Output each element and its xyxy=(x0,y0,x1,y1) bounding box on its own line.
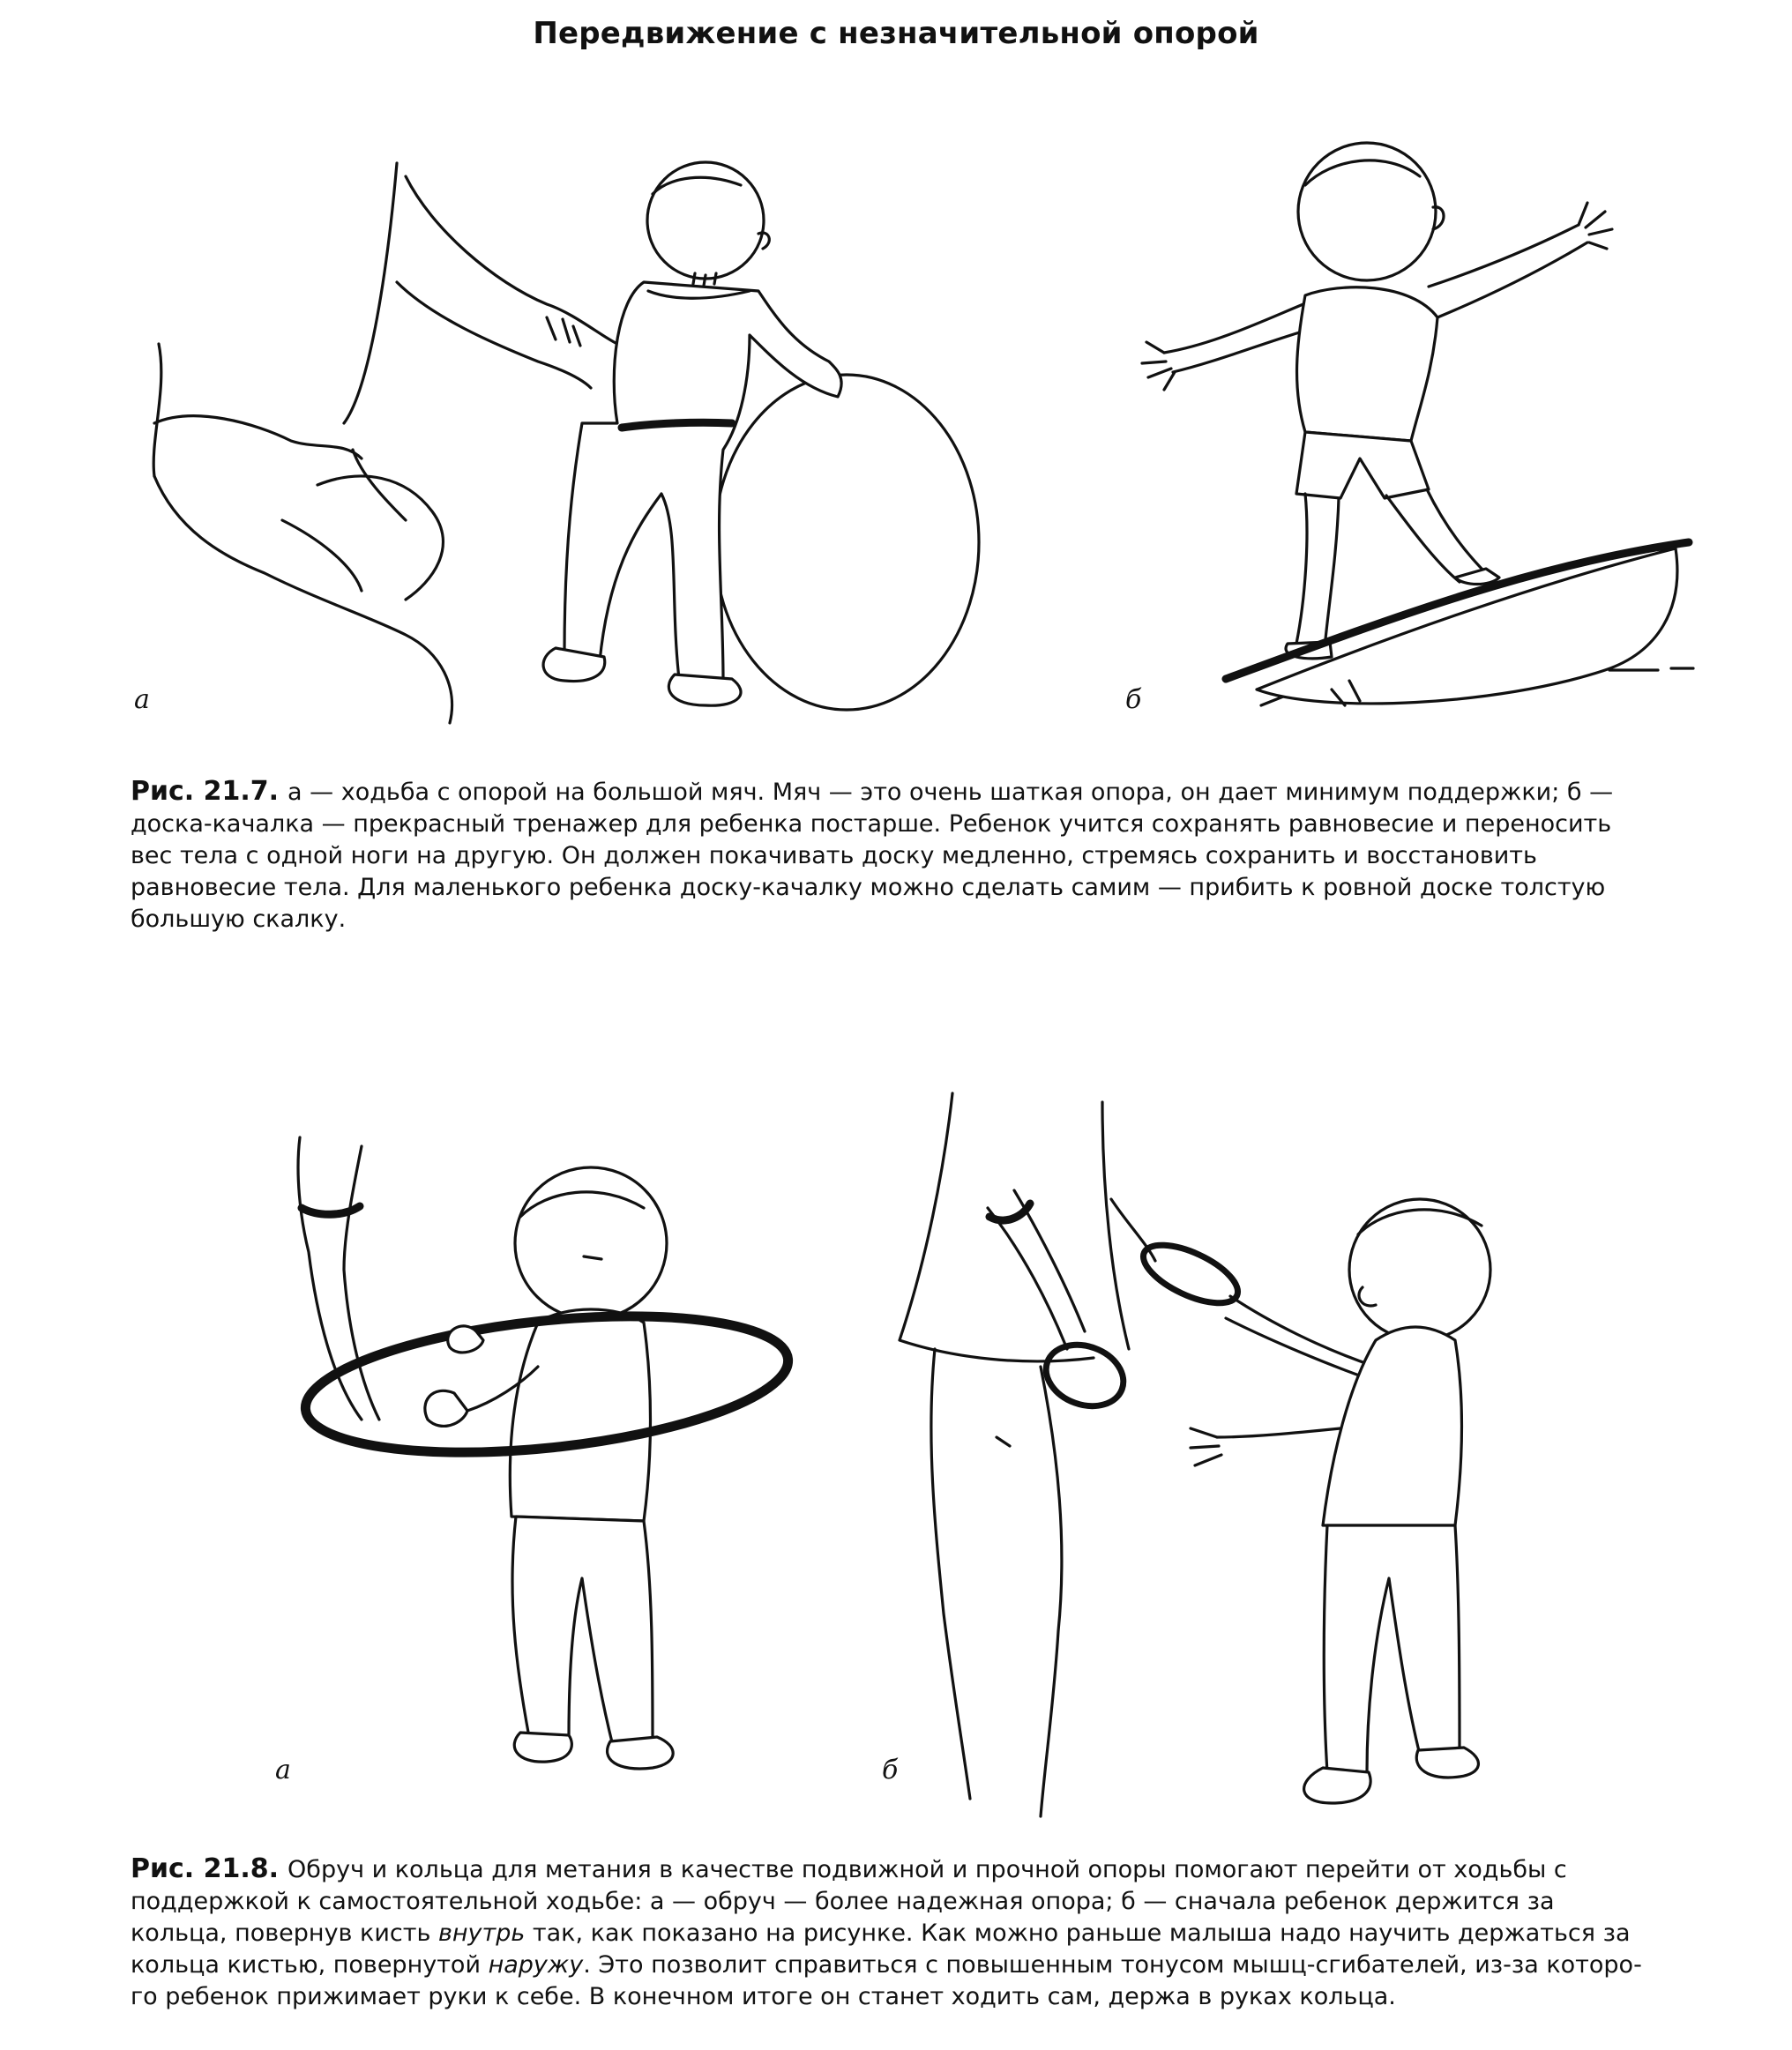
figure-21-8-caption-line-4-a: кольца кистью, повернутой xyxy=(131,1951,489,1979)
figure-21-8-caption-line-3-italic: внутрь xyxy=(437,1920,526,1947)
figure-21-7-caption-line-1 xyxy=(131,776,1773,809)
figure-21-8-caption-line-4 xyxy=(131,1949,1773,1981)
child-walking-with-large-ball-icon xyxy=(141,159,988,741)
figure-21-7-caption-line-3: вес тела с одной ноги на другую. Он должен покачивать доску медленно, стремясь сохранить и восстановить xyxy=(131,842,1537,869)
figure-21-8-caption-line-4-b: . Это позволит справиться с повышенным тонусом мышц-сгибателей, из-за которо- xyxy=(583,1951,1642,1979)
figure-21-8-caption-line-3-a: кольца, повернув кисть xyxy=(131,1920,438,1947)
figure-21-8-panel-b-letter: б xyxy=(882,1755,899,1785)
figure-21-8-caption-line-4-italic: наружу xyxy=(488,1951,584,1979)
figure-21-7-panel-b-letter: б xyxy=(1125,684,1142,715)
figure-21-7-caption-line-5: большую скалку. xyxy=(131,906,347,933)
figure-21-8-panel-a-letter: а xyxy=(275,1755,291,1785)
figure-21-7-number: Рис. 21.7. xyxy=(131,776,280,807)
figure-21-8-caption-line-3 xyxy=(131,1918,1773,1949)
figure-21-8-b-illustration xyxy=(882,1085,1552,1834)
figure-21-8-caption-line-2: поддержкой к самостоятельной ходьбе: а — обруч — более надежная опора; б — сначала ребенок держится за xyxy=(131,1888,1555,1915)
child-holding-rings-icon xyxy=(882,1085,1552,1834)
figure-21-8-a-illustration xyxy=(265,1120,811,1808)
figure-21-8-caption-line-5: го ребенок прижимает руки к себе. В конечном итоге он станет ходить сам, держа в руках кольца. xyxy=(131,1983,1396,2010)
child-on-balance-board-icon xyxy=(1129,141,1711,714)
figure-21-7-caption-line-2: доска-качалка — прекрасный тренажер для ребенка постарше. Ребенок учится сохранять равновесие и переносить xyxy=(131,810,1612,838)
figure-21-8-number: Рис. 21.8. xyxy=(131,1853,280,1884)
figure-21-7-caption-text-1: а — ходьба с опорой на большой мяч. Мяч — это очень шаткая опора, он дает минимум поддержки; б — xyxy=(287,779,1614,806)
figure-21-7-b-illustration xyxy=(1129,141,1711,714)
figure-21-8-caption xyxy=(131,1853,1773,2013)
figure-21-8-caption-line-3-b: так, как показано на рисунке. Как можно раньше малыша надо научить держаться за xyxy=(525,1920,1631,1947)
figure-21-8-caption-text-1: Обруч и кольца для метания в качестве подвижной и прочной опоры помогают перейти от ходьбы с xyxy=(287,1856,1567,1883)
figure-21-7-caption-line-4: равновесие тела. Для маленького ребенка доску-качалку можно сделать самим — прибить к ровной доске толстую xyxy=(131,874,1606,901)
child-walking-inside-hoop-icon xyxy=(265,1120,811,1808)
figure-21-7-caption xyxy=(131,776,1773,936)
figure-21-7-a-illustration xyxy=(141,159,988,741)
page-heading: Передвижение с незначительной опорой xyxy=(533,16,1259,51)
figure-21-8-caption-line-1 xyxy=(131,1853,1773,1886)
figure-21-7-panel-a-letter: а xyxy=(134,684,150,715)
